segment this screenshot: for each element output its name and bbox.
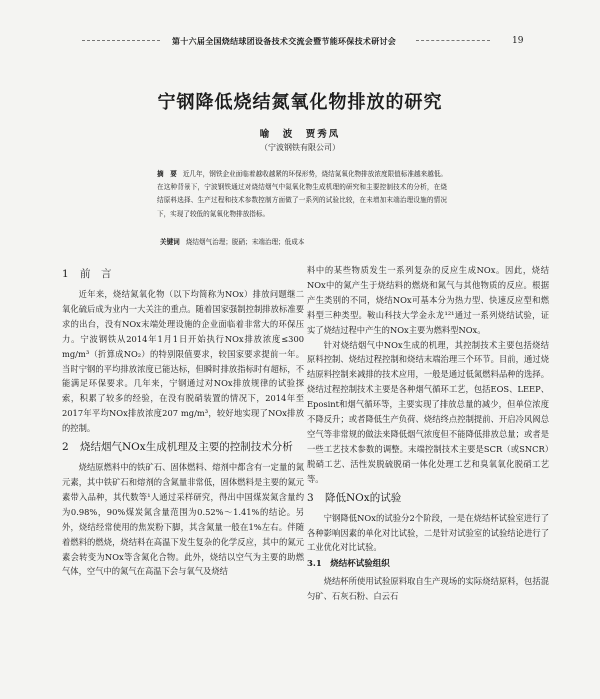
abstract	[157, 168, 447, 221]
section-title: 降低NOx的试验	[325, 491, 402, 504]
keywords	[160, 236, 450, 246]
keywords-label: 关键词	[160, 238, 180, 246]
body-paragraph: 烧结杯所使用试验原料取自生产现场的实际烧结原料，包括混匀矿、石灰石粉、白云石	[307, 576, 549, 602]
section-heading	[307, 489, 549, 507]
section-number: 2	[62, 441, 69, 454]
running-head	[0, 36, 600, 50]
section-heading	[62, 438, 304, 456]
body-paragraph: 针对烧结烟气中NOx生成的机理，其控制技术主要包括烧结原料控制、烧结过程控制和烧结末端治理三个环节。目前，通过烧结原料控制来减排的技术应用，一般是通过低氮燃料品种的选择。烧结过程控制技术主要是各种烟气循环工艺，包括EOS、LEEP、Eposint和烟气循环等，主要实现了排放总量的减少，但单位浓度不降反升；或者降低生产负荷、烧结终点控制提前、开启冷风阀总空气等非常规的做法来降低烟气浓度但不能降低排放总量；或者是一些工艺技术参数的调整。末端控制技术主要是SCR（或SNCR）脱硝工艺、活性炭脱硫脱硝一体化处理工艺和臭氧氧化脱硝工艺等。	[307, 339, 549, 484]
paper-title: 宁钢降低烧结氮氧化物排放的研究	[157, 92, 443, 113]
section-number: 1	[62, 268, 69, 280]
left-column	[62, 263, 304, 579]
page-number: 19	[512, 36, 524, 46]
authors: 喻 波 贾秀凤	[259, 129, 341, 140]
section-heading	[62, 265, 304, 283]
body-paragraph: 宁钢降低NOx的试验分2个阶段，一是在烧结杯试验室进行了各种影响因素的单化对比试验，二是针对试验室的试验结论进行了工业优化对比试验。	[307, 512, 549, 553]
subsection-heading: 3.1 烧结杯试验组织	[307, 559, 390, 570]
body-paragraph: 近年来，烧结氮氧化物（以下均简称为NOx）排放问题继二氧化硫后成为业内一大关注的重点。随着国家强制控制排放标准要求的出台，没有NOx末端处理设施的企业面临着非常大的环保压力。宁波钢铁从2014年1月1日开始执行NOx排放浓度≤300 mg/m³（折算成NO₂）的特别限值要求，较国家要求提前一年。当时宁钢的平均排放浓度已能达标，但瞬时排放指标时有超标，不能满足环保要求。几年来，宁钢通过对NOx排放规律的试验探索，积累了较多的经验，在没有脱硝装置的情况下，2014年至2017年平均NOx排放浓度207 mg/m³，较好地实现了NOx排放的控制。	[62, 289, 304, 434]
section-title: 前 言	[80, 268, 112, 280]
right-column	[307, 263, 549, 604]
header-rule-left	[82, 40, 160, 41]
body-paragraph: 料中的某些物质发生一系列复杂的反应生成NOx。因此，烧结NOx中的氮产生于烧结料的燃烧和氮气与其他物质的反应。根据产生类别的不同，烧结NOx可基本分为热力型、快速反应型和燃料型三种类型。鞍山科技大学金永龙¹²¹通过一系列烧结试验，证实了烧结过程中产生的NOx主要为燃料型NOx。	[307, 265, 549, 335]
section-number: 3	[307, 491, 314, 504]
affiliation: （宁波钢铁有限公司）	[260, 143, 340, 152]
abstract-text: 近几年，钢铁企业面临着越收越紧的环保形势，烧结氮氧化物排放浓度限值标准越来越低。在这种背景下，宁波钢铁通过对烧结烟气中氮氧化物生成机理的研究和主要控制技术的分析，在烧结原料选择、生产过程和技术参数控制方面做了一系列的试验比较，在未增加末端治理设施的情况下，实现了较低的氮氧化物排放指标。	[157, 170, 448, 218]
abstract-label: 摘 要	[157, 170, 177, 178]
header-rule-right	[416, 40, 490, 41]
body-paragraph: 烧结原燃料中的铁矿石、固体燃料、熔剂中都含有一定量的氮元素，其中铁矿石和熔剂的含氮量非常低，固体燃料是主要的氮元素带入品种，其代数等¹人通过采样研究，得出中国煤炭氮含量约为0.98%，90%煤炭氮含量范围为0.52%～1.41%的结论。另外，烧结经常使用的焦炭粉下脚，其含氮量一般在1%左右。伴随着燃料的燃烧，烧结料在高温下发生复杂的化学反应，其中的氮元素会转变为NOx等含氮化合物。此外，烧结以空气为主要的助燃气体，空气中的氮气在高温下会与氧气及烧结	[62, 462, 304, 577]
keywords-text: 烧结烟气治理；脱硝；末端治理；低成本	[185, 238, 305, 246]
section-title: 烧结烟气NOx生成机理及主要的控制技术分析	[80, 441, 293, 454]
running-title: 第十六届全国烧结球团设备技术交流会暨节能环保技术研讨会	[172, 36, 397, 46]
